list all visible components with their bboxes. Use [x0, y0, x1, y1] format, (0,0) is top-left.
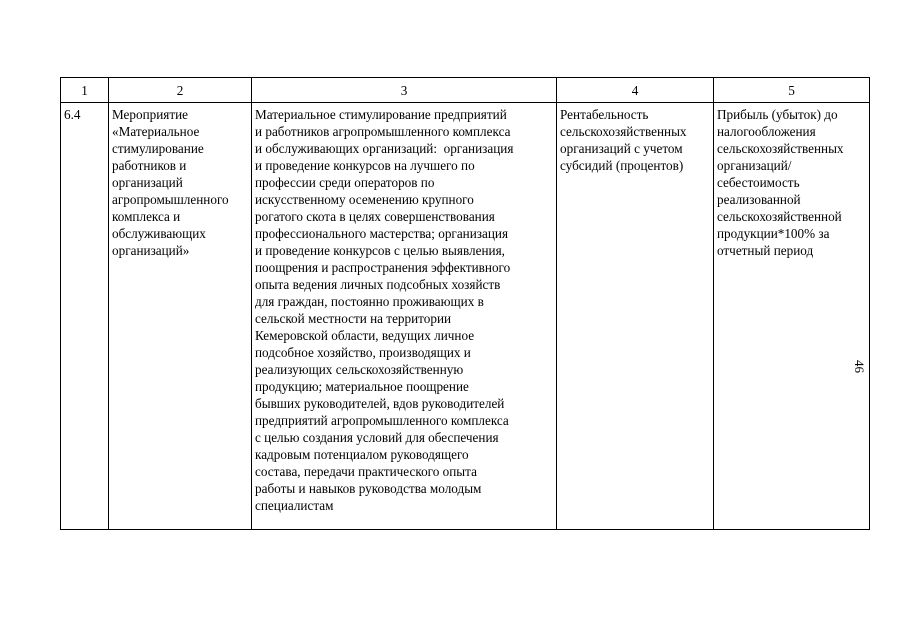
text-line: с целью создания условий для обеспечения [255, 430, 499, 445]
text-line: опыта ведения личных подсобных хозяйств [255, 277, 501, 292]
text-line: работы и навыков руководства молодым [255, 481, 482, 496]
text-line: поощрения и распространения эффективного [255, 260, 511, 275]
text-line: искусственному осеменению крупного [255, 192, 474, 207]
text-line: кадровым потенциалом руководящего [255, 447, 469, 462]
column-header-2: 2 [109, 78, 252, 103]
text-line: подсобное хозяйство, производящих и [255, 345, 471, 360]
text-line: специалистам [255, 498, 334, 513]
text-line: продукцию; материальное поощрение [255, 379, 469, 394]
text-line: бывших руководителей, вдов руководителей [255, 396, 505, 411]
header-row [61, 78, 870, 103]
text-line: реализованной [717, 192, 801, 207]
table-row [61, 103, 870, 530]
text-line: отчетный период [717, 243, 814, 258]
text-line: себестоимость [717, 175, 800, 190]
column-header-5: 5 [714, 78, 870, 103]
text-line: сельскохозяйственной [717, 209, 842, 224]
text-line: работников и [112, 158, 187, 173]
text-line: Прибыль (убыток) до [717, 107, 838, 122]
text-line: и проведение конкурсов с целью выявления, [255, 243, 505, 258]
text-line: обслуживающих [112, 226, 206, 241]
text-line: агропромышленного [112, 192, 229, 207]
text-line: Рентабельность [560, 107, 649, 122]
text-line: субсидий (процентов) [560, 158, 684, 173]
event-name-cell [109, 103, 252, 530]
text-line: профессии среди операторов по [255, 175, 435, 190]
indicator-name-cell [557, 103, 714, 530]
event-description-cell [252, 103, 557, 530]
text-line: сельскохозяйственных [560, 124, 687, 139]
text-line: Мероприятие [112, 107, 189, 122]
text-line: и работников агропромышленного комплекса [255, 124, 511, 139]
text-line: организаций/ [717, 158, 792, 173]
column-header-1: 1 [61, 78, 109, 103]
text-line: и проведение конкурсов на лучшего по [255, 158, 475, 173]
text-line: продукции*100% за [717, 226, 830, 241]
text-line: организаций» [112, 243, 190, 258]
text-line: Материальное стимулирование предприятий [255, 107, 507, 122]
text-line: сельскохозяйственных [717, 141, 844, 156]
text-line: состава, передачи практического опыта [255, 464, 477, 479]
text-line: и обслуживающих организаций: организация [255, 141, 514, 156]
text-line: рогатого скота в целях совершенствования [255, 209, 495, 224]
text-line: организаций [112, 175, 183, 190]
column-header-4: 4 [557, 78, 714, 103]
text-line: «Материальное [112, 124, 200, 139]
text-line: комплекса и [112, 209, 181, 224]
text-line: предприятий агропромышленного комплекса [255, 413, 509, 428]
row-number-cell: 6.4 [61, 103, 109, 530]
indicator-formula-cell [714, 103, 870, 530]
measures-table [60, 77, 870, 530]
text-line: профессионального мастерства; организация [255, 226, 509, 241]
text-line: налогообложения [717, 124, 816, 139]
text-line: для граждан, постоянно проживающих в [255, 294, 484, 309]
text-line: стимулирование [112, 141, 204, 156]
text-line: реализующих сельскохозяйственную [255, 362, 464, 377]
text-line: сельской местности на территории [255, 311, 452, 326]
text-line: организаций с учетом [560, 141, 683, 156]
page-number: 46 [852, 360, 867, 373]
text-line: Кемеровской области, ведущих личное [255, 328, 475, 343]
column-header-3: 3 [252, 78, 557, 103]
